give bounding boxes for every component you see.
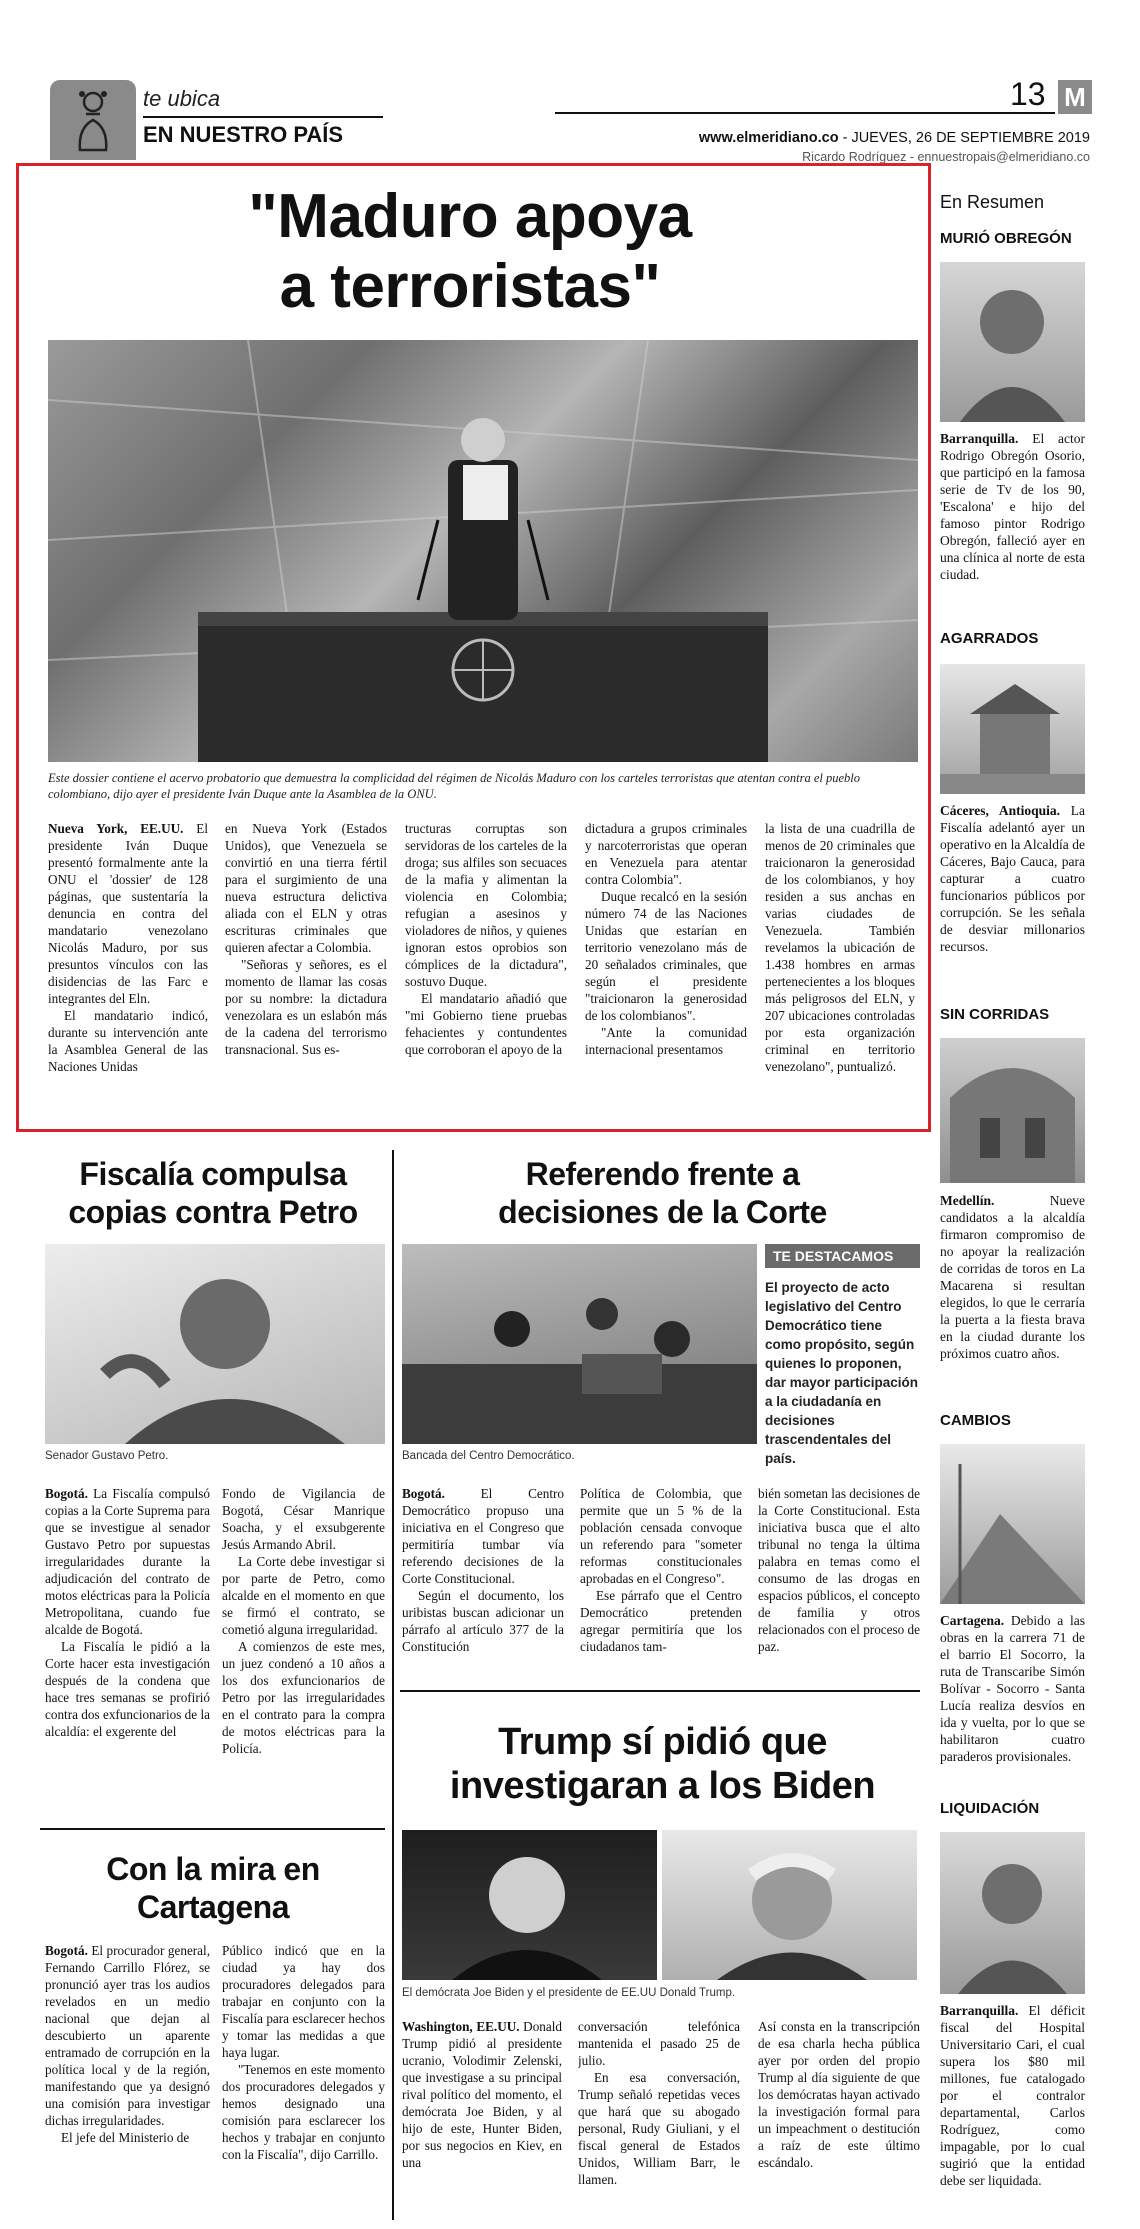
referendo-col-1: Bogotá. El Centro Democrático propuso una iniciativa en el Congreso que permitiría tumbar vía referendo decisiones de la Corte Constitucional. Según el documento, los uribistas buscan adicionar un párrafo al artículo 377 de la Constitución bbox=[402, 1486, 564, 1654]
referendo-caption: Bancada del Centro Democrático. bbox=[402, 1450, 575, 1462]
resumen-photo-4 bbox=[940, 1444, 1085, 1604]
section-header-rule bbox=[143, 116, 383, 118]
main-col-3: tructuras corruptas son servidoras de los carteles de la droga; sus alfiles son secuaces de la mafia y alimentan la violencia en Colombia; refugian a asesinos y violadores de niños, y quienes ignoran estos oprobios son cómplices de la dictadura", sostuvo Duque. El mandatario añadió que "mi Gobierno tiene pruebas fehacientes y contundentes que corroboran el apoyo de la bbox=[405, 821, 567, 1057]
fiscalia-caption: Senador Gustavo Petro. bbox=[45, 1450, 169, 1462]
resumen-photo-3 bbox=[940, 1038, 1085, 1183]
trump-photo-trump bbox=[662, 1830, 917, 1980]
cartagena-col-2: Público indicó que en la ciudad ya hay dos procuradores delegados para trabajar en conjunto con la Fiscalía para esclarecer hechos y tomar las medidas a que haya lugar. "Tenemos en este momento dos procuradores delegados y hemos designado una comisión para esclarecer los hechos y trabajar en conjunto con la Fiscalía", dijo Carrillo. bbox=[222, 1943, 385, 2162]
fiscalia-headline: Fiscalía compulsa copias contra Petro bbox=[68, 1156, 358, 1230]
main-col-1: Nueva York, EE.UU. El presidente Iván Duque presentó formalmente ante la ONU el 'dossier' de 128 páginas, que sustentaría la denuncia en contra del mandatario venezolano Nicolás Maduro, por sus presuntos vínculos con las disidencias de las Farc e integrantes del Eln. El mandatario indicó, durante su intervención ante la Asamblea General de las Naciones Unidas bbox=[48, 821, 208, 1074]
rule-referendo-trump bbox=[400, 1690, 920, 1692]
resumen-head-5: LIQUIDACIÓN bbox=[940, 1800, 1040, 1817]
main-col-2: en Nueva York (Estados Unidos), que Venezuela se convirtió en una tierra fértil para el surgimiento de una nueva estructura delictiva aliada con el ELN y otras escrituras criminales que quieren afectar a Colombia. "Señoras y señores, es el momento de llamar las cosas por su nombre: la dictadura venezolara es un eslabón más de la cadena del terrorismo transnacional. Sus es- bbox=[225, 821, 387, 1057]
fiscalia-col-2: Fondo de Vigilancia de Bogotá, César Manrique Soacha, y el exsubgerente Jesús Armando Abril. La Corte debe investigar si por parte de Petro, como alcalde en el momento en que se firmó el contrato, se cometió alguna irregularidad. A comienzos de este mes, un juez condenó a 10 años a los dos exfuncionarios de Petro por las irregularidades en el contrato para la compra de motos eléctricas para la Policía. bbox=[222, 1486, 385, 1756]
cartagena-col-1: Bogotá. El procurador general, Fernando Carrillo Flórez, se pronunció ayer tras los audios revelados en un medio nacional que dejan al descubierto un aparente entramado de corrupción en la política local y de la región, manifestando que ya designó una comisión para investigar dichas irregularidades. El jefe del Ministerio de bbox=[45, 1943, 210, 2145]
cartagena-headline: Con la mira en Cartagena bbox=[106, 1851, 320, 1925]
header-rule bbox=[555, 112, 1055, 114]
te-destacamos-label: TE DESTACAMOS bbox=[765, 1244, 920, 1268]
resumen-photo-5 bbox=[940, 1832, 1085, 1994]
byline: Ricardo Rodríguez - ennuestropais@elmeridiano.co bbox=[802, 150, 1090, 164]
resumen-text-3: Medellín. Nueve candidatos a la alcaldía firmaron compromiso de no apoyar la realización de corridas de toros en La Macarena si resultan elegidos, lo que le cerraría la puerta a la fiesta brava en la ciudad durante los próximos cuatro años. bbox=[940, 1193, 1085, 1361]
column-rule-left bbox=[392, 1150, 394, 2220]
trump-col-3: Así consta en la transcripción de esa charla hecha pública ayer por orden del propio Trump al día siguiente de que los demócratas hayan activado la investigación formal para un impeachment o destitución a raíz de este último escándalo. bbox=[758, 2019, 920, 2170]
trump-col-2: conversación telefónica mantenida el pasado 25 de julio. En esa conversación, Trump señaló repetidas veces que hará que su abogado personal, Rudy Giuliani, y el fiscal general de Estados Unidos, William Barr, le llamen. bbox=[578, 2019, 740, 2187]
issue-date: - JUEVES, 26 DE SEPTIEMBRE 2019 bbox=[838, 130, 1090, 146]
main-headline-line2: a terroristas" bbox=[279, 252, 661, 321]
trump-col-1: Washington, EE.UU. Donald Trump pidió al presidente ucranio, Volodimir Zelenski, que investigase a su principal rival político del momento, el demócrata Joe Biden, y al hijo de este, Hunter Biden, por sus negocios en Kiev, en una bbox=[402, 2019, 562, 2170]
main-headline-line1: "Maduro apoya bbox=[248, 182, 692, 251]
referendo-headline: Referendo frente a decisiones de la Corte bbox=[498, 1156, 827, 1230]
page-number: 13 bbox=[1010, 76, 1046, 112]
main-headline bbox=[40, 182, 900, 322]
resumen-head-3: SIN CORRIDAS bbox=[940, 1006, 1050, 1023]
resumen-photo-2 bbox=[940, 664, 1085, 794]
resumen-text-2: Cáceres, Antioquia. La Fiscalía adelantó ayer un operativo en la Alcaldía de Cáceres, Bajo Cauca, para capturar a cuatro funcionarios públicos por corrupción. Se les señala de desviar millonarios recursos. bbox=[940, 803, 1085, 954]
trump-caption: El demócrata Joe Biden y el presidente de EE.UU Donald Trump. bbox=[402, 1987, 736, 1999]
te-destacamos-text: El proyecto de acto legislativo del Centro Democrático tiene como propósito, según quienes lo proponen, dar mayor participación a la ciudadanía en decisiones trascendentales del país. bbox=[765, 1280, 919, 1466]
fiscalia-photo bbox=[45, 1244, 385, 1444]
section-logo-icon bbox=[50, 80, 136, 160]
section-title: EN NUESTRO PAÍS bbox=[143, 122, 344, 147]
resumen-title: En Resumen bbox=[940, 192, 1045, 212]
site-url[interactable]: www.elmeridiano.co bbox=[698, 130, 839, 146]
resumen-head-2: AGARRADOS bbox=[940, 630, 1039, 647]
resumen-head-1: MURIÓ OBREGÓN bbox=[940, 230, 1072, 247]
rule-fiscalia-cartagena bbox=[40, 1828, 385, 1830]
main-photo bbox=[48, 340, 918, 762]
section-kicker: te ubica bbox=[143, 86, 221, 111]
resumen-head-4: CAMBIOS bbox=[940, 1412, 1011, 1429]
main-col-4: dictadura a grupos criminales y narcoterroristas que operan en Venezuela para atentar contra Colombia". Duque recalcó en la sesión número 74 de las Naciones Unidas que estarían en territorio venezolano más de 20 señalados criminales, que según el presidente "traicionaron la generosidad de los colombianos". "Ante la comunidad internacional presentamos bbox=[585, 821, 747, 1057]
fiscalia-col-1: Bogotá. La Fiscalía compulsó copias a la Corte Suprema para que se investigue al senador Gustavo Petro por supuestas irregularidades durante la adjudicación del contrato de motos eléctricas para la Policía Metropolitana, cuando fue alcalde de Bogotá. La Fiscalía le pidió a la Corte hacer esta investigación después de la condena que hace tres semanas se profirió contra dos exfuncionarios de la alcaldía: el exgerente del bbox=[45, 1486, 210, 1739]
referendo-photo bbox=[402, 1244, 757, 1444]
trump-headline: Trump sí pidió que investigaran a los Biden bbox=[449, 1721, 876, 1807]
trump-photo-biden bbox=[402, 1830, 657, 1980]
logo-letter: M bbox=[1064, 82, 1086, 112]
resumen-sidebar bbox=[940, 180, 1100, 2220]
main-col-5: la lista de una cuadrilla de menos de 20 criminales que traicionaron la generosidad de los colombianos, y hoy residen a sus anchas en varias ciudades de Venezuela. También revelamos la ubicación de 1.438 hombres en armas pertenecientes a los bloques más peligrosos del ELN, y 207 ubicaciones controladas por esta organización criminal en territorio venezolano", puntualizó. bbox=[765, 821, 915, 1074]
referendo-col-2: Política de Colombia, que permite que un 5 % de la población censada convoque un referendo para "someter reformas constitucionales aprobadas en el Congreso". Ese párrafo que el Centro Democrático pretenden agregar permitiría que los ciudadanos tam- bbox=[580, 1486, 742, 1654]
resumen-photo-1 bbox=[940, 262, 1085, 422]
resumen-text-1: Barranquilla. El actor Rodrigo Obregón Osorio, que participó en la famosa serie de Tv de los 90, 'Escalona' e hijo del famoso pintor Rodrigo Obregón, falleció ayer en una clínica al norte de esta ciudad. bbox=[940, 431, 1085, 582]
main-photo-caption: Este dossier contiene el acervo probatorio que demuestra la complicidad del régimen de Nicolás Maduro con los carteles terroristas que atentan contra el pueblo colombiano, dijo ayer el presidente Iván Duque ante la Asamblea de la ONU. bbox=[48, 771, 861, 801]
resumen-text-5: Barranquilla. El déficit fiscal del Hospital Universitario Cari, el cual supera los $80 mil millones, fue catalogado por el contralor departamental, Carlos Rodríguez, como impagable, por lo cual sugirió que la entidad debe ser liquidada. bbox=[940, 2003, 1085, 2188]
newspaper-logo bbox=[1058, 80, 1092, 114]
dateline bbox=[680, 130, 1090, 146]
resumen-text-4: Cartagena. Debido a las obras en la carrera 71 de el barrio El Socorro, la ruta de Transcaribe Simón Bolívar - Socorro - Santa Lucía realiza desvíos en ida y vuelta, por lo que se habilitaron cuatro paraderos provisionales. bbox=[940, 1613, 1085, 1764]
referendo-col-3: bién sometan las decisiones de la Corte Constitucional. Esta iniciativa busca que el alto tribunal no tenga la última palabra en temas como el consumo de las drogas en espacios públicos, el concepto de familia y otros relacionados con el proceso de paz. bbox=[758, 1486, 920, 1654]
